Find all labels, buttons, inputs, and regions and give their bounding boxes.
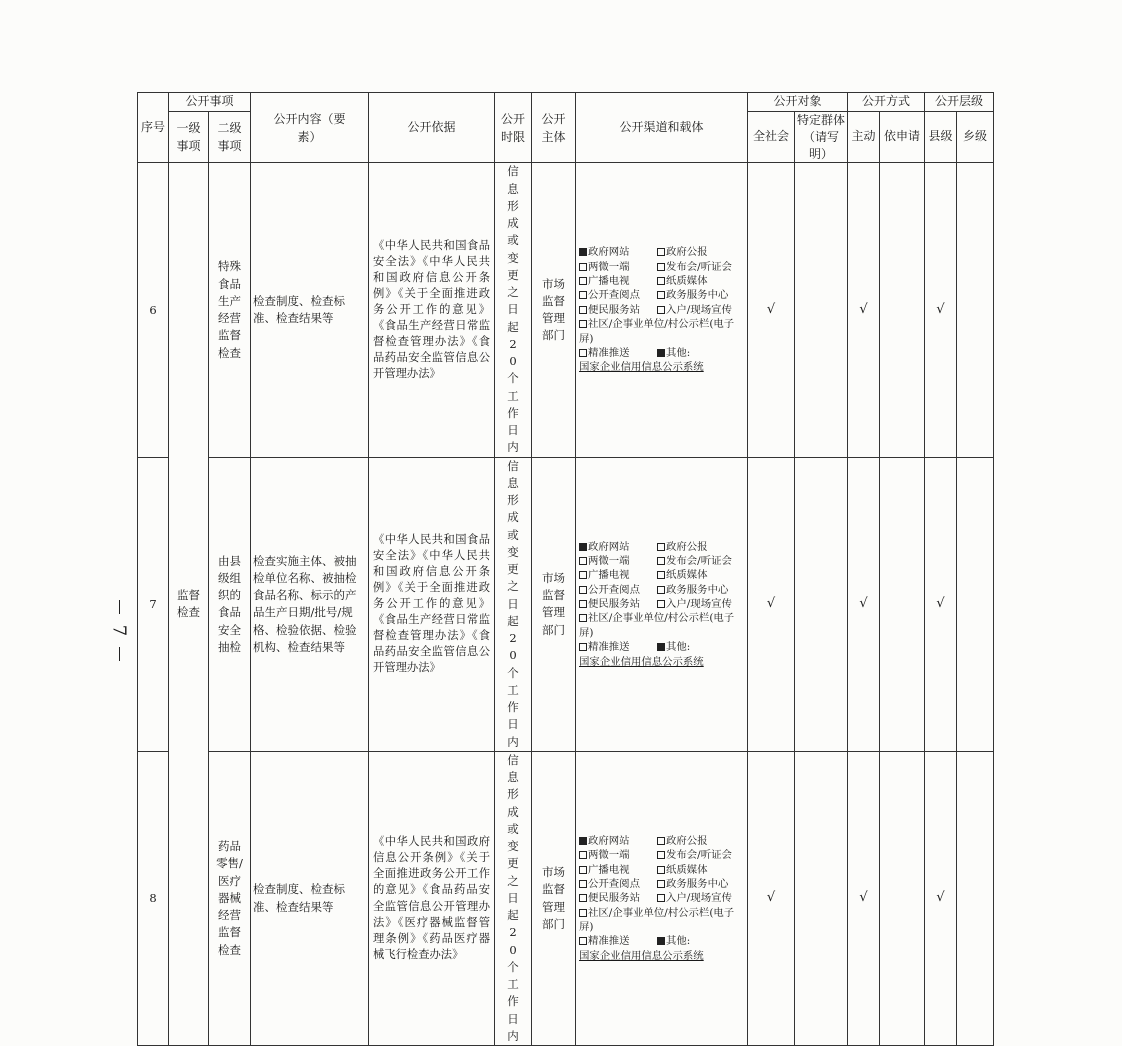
disclosure-table: [137, 92, 994, 1046]
on-request-cell: [880, 751, 925, 1045]
checkbox-icon[interactable]: [579, 263, 587, 271]
checkbox-icon[interactable]: [657, 263, 665, 271]
checkbox-checked-icon[interactable]: [579, 543, 587, 551]
row-seq: 8: [138, 751, 169, 1045]
checkbox-icon[interactable]: [657, 291, 665, 299]
check-whole-society: √: [748, 163, 795, 457]
header-whole-society: 全社会: [748, 112, 795, 163]
row-content: 检查实施主体、被抽检单位名称、被抽检食品名称、标示的产品生产日期/批号/规格、检验依据、检验机构、检查结果等: [251, 457, 369, 751]
row-time-limit: 信息形成或变更之日起20个工作日内: [495, 457, 532, 751]
checkbox-icon[interactable]: [579, 894, 587, 902]
checkbox-icon[interactable]: [579, 306, 587, 314]
check-county: √: [925, 163, 957, 457]
row-time-limit: 信息形成或变更之日起20个工作日内: [495, 751, 532, 1045]
check-active: √: [848, 751, 880, 1045]
township-cell: [957, 163, 994, 457]
township-cell: [957, 751, 994, 1045]
checkbox-icon[interactable]: [657, 866, 665, 874]
header-target-group: 公开对象: [748, 93, 848, 112]
specific-group-cell: [795, 163, 848, 457]
checkbox-checked-icon[interactable]: [657, 937, 665, 945]
row-content: 检查制度、检查标准、检查结果等: [251, 163, 369, 457]
checkbox-icon[interactable]: [657, 306, 665, 314]
page-number-dash-top: [119, 600, 120, 614]
row-level2: 由县级组织的食品安全抽检: [209, 457, 251, 751]
checkbox-icon[interactable]: [657, 600, 665, 608]
row-subject: 市场监督管理部门: [532, 751, 576, 1045]
checkbox-icon[interactable]: [579, 866, 587, 874]
row-seq: 7: [138, 457, 169, 751]
header-seq: 序号: [138, 93, 169, 163]
row-basis: 《中华人民共和国食品安全法》《中华人民共和国政府信息公开条例》《关于全面推进政务公开工作的意见》《食品生产经营日常监督检查管理办法》《食品药品安全监管信息公开管理办法》: [369, 163, 495, 457]
specific-group-cell: [795, 457, 848, 751]
checkbox-icon[interactable]: [657, 894, 665, 902]
checkbox-icon[interactable]: [579, 614, 587, 622]
check-active: √: [848, 457, 880, 751]
header-method-group: 公开方式: [848, 93, 925, 112]
checkbox-checked-icon[interactable]: [579, 837, 587, 845]
on-request-cell: [880, 163, 925, 457]
checkbox-icon[interactable]: [579, 586, 587, 594]
row-time-limit: 信息形成或变更之日起20个工作日内: [495, 163, 532, 457]
header-active: 主动: [848, 112, 880, 163]
checkbox-icon[interactable]: [657, 248, 665, 256]
header-basis: 公开依据: [369, 93, 495, 163]
township-cell: [957, 457, 994, 751]
checkbox-icon[interactable]: [657, 837, 665, 845]
row-channels: 政府网站 政府公报 两微一端 发布会/听证会 广播电视 纸质媒体 公开查阅点 政务服务中心 便民服务站 入户/现场宣传 社区/企事业单位/村公示栏(电子屏) 精准推送 其他: 国家企业信用信息公示系统: [576, 457, 748, 751]
header-on-request: 依申请: [880, 112, 925, 163]
checkbox-checked-icon[interactable]: [657, 643, 665, 651]
checkbox-icon[interactable]: [657, 880, 665, 888]
check-county: √: [925, 751, 957, 1045]
checkbox-icon[interactable]: [579, 880, 587, 888]
table-row: [138, 751, 994, 1045]
checkbox-icon[interactable]: [579, 557, 587, 565]
page-number-value: 7: [108, 624, 130, 637]
row-basis: 《中华人民共和国政府信息公开条例》《关于全面推进政务公开工作的意见》《食品药品安全监管信息公开管理办法》《医疗器械监督管理条例》《药品医疗器械飞行检查办法》: [369, 751, 495, 1045]
header-specific-group: 特定群体（请写明）: [795, 112, 848, 163]
checkbox-icon[interactable]: [579, 291, 587, 299]
checkbox-checked-icon[interactable]: [579, 248, 587, 256]
table-row: [138, 457, 994, 751]
row-level2: 特殊食品生产经营监督检查: [209, 163, 251, 457]
checkbox-icon[interactable]: [579, 571, 587, 579]
table-row: [138, 163, 994, 457]
checkbox-icon[interactable]: [579, 909, 587, 917]
checkbox-icon[interactable]: [579, 320, 587, 328]
check-active: √: [848, 163, 880, 457]
specific-group-cell: [795, 751, 848, 1045]
header-subject: 公开主体: [532, 93, 576, 163]
checkbox-icon[interactable]: [657, 586, 665, 594]
checkbox-icon[interactable]: [657, 851, 665, 859]
header-time-limit: 公开时限: [495, 93, 532, 163]
row-channels: 政府网站 政府公报 两微一端 发布会/听证会 广播电视 纸质媒体 公开查阅点 政务服务中心 便民服务站 入户/现场宣传 社区/企事业单位/村公示栏(电子屏) 精准推送 其他: 国家企业信用信息公示系统: [576, 163, 748, 457]
row-basis: 《中华人民共和国食品安全法》《中华人民共和国政府信息公开条例》《关于全面推进政务公开工作的意见》《食品生产经营日常监督检查管理办法》《食品药品安全监管信息公开管理办法》: [369, 457, 495, 751]
on-request-cell: [880, 457, 925, 751]
page-number: [108, 600, 130, 670]
checkbox-icon[interactable]: [657, 571, 665, 579]
page-number-dash-bottom: [119, 647, 120, 661]
check-whole-society: √: [748, 751, 795, 1045]
row-channels: 政府网站 政府公报 两微一端 发布会/听证会 广播电视 纸质媒体 公开查阅点 政务服务中心 便民服务站 入户/现场宣传 社区/企事业单位/村公示栏(电子屏) 精准推送 其他: 国家企业信用信息公示系统: [576, 751, 748, 1045]
level1-cell: 监督检查: [169, 163, 209, 1046]
checkbox-icon[interactable]: [657, 557, 665, 565]
checkbox-icon[interactable]: [657, 543, 665, 551]
check-whole-society: √: [748, 457, 795, 751]
header-level-group: 公开层级: [925, 93, 994, 112]
header-level2: 二级事项: [209, 112, 251, 163]
row-seq: 6: [138, 163, 169, 457]
header-content: 公开内容（要素）: [251, 93, 369, 163]
header-items-group: 公开事项: [169, 93, 251, 112]
header-county: 县级: [925, 112, 957, 163]
checkbox-icon[interactable]: [579, 277, 587, 285]
row-subject: 市场监督管理部门: [532, 457, 576, 751]
checkbox-icon[interactable]: [579, 851, 587, 859]
header-township: 乡级: [957, 112, 994, 163]
header-channel: 公开渠道和载体: [576, 93, 748, 163]
checkbox-icon[interactable]: [579, 600, 587, 608]
checkbox-icon[interactable]: [579, 349, 587, 357]
checkbox-checked-icon[interactable]: [657, 349, 665, 357]
check-county: √: [925, 457, 957, 751]
row-content: 检查制度、检查标准、检查结果等: [251, 751, 369, 1045]
checkbox-icon[interactable]: [657, 277, 665, 285]
checkbox-icon[interactable]: [579, 643, 587, 651]
row-level2: 药品零售/医疗器械经营监督检查: [209, 751, 251, 1045]
header-level1: 一级事项: [169, 112, 209, 163]
checkbox-icon[interactable]: [579, 937, 587, 945]
row-subject: 市场监督管理部门: [532, 163, 576, 457]
